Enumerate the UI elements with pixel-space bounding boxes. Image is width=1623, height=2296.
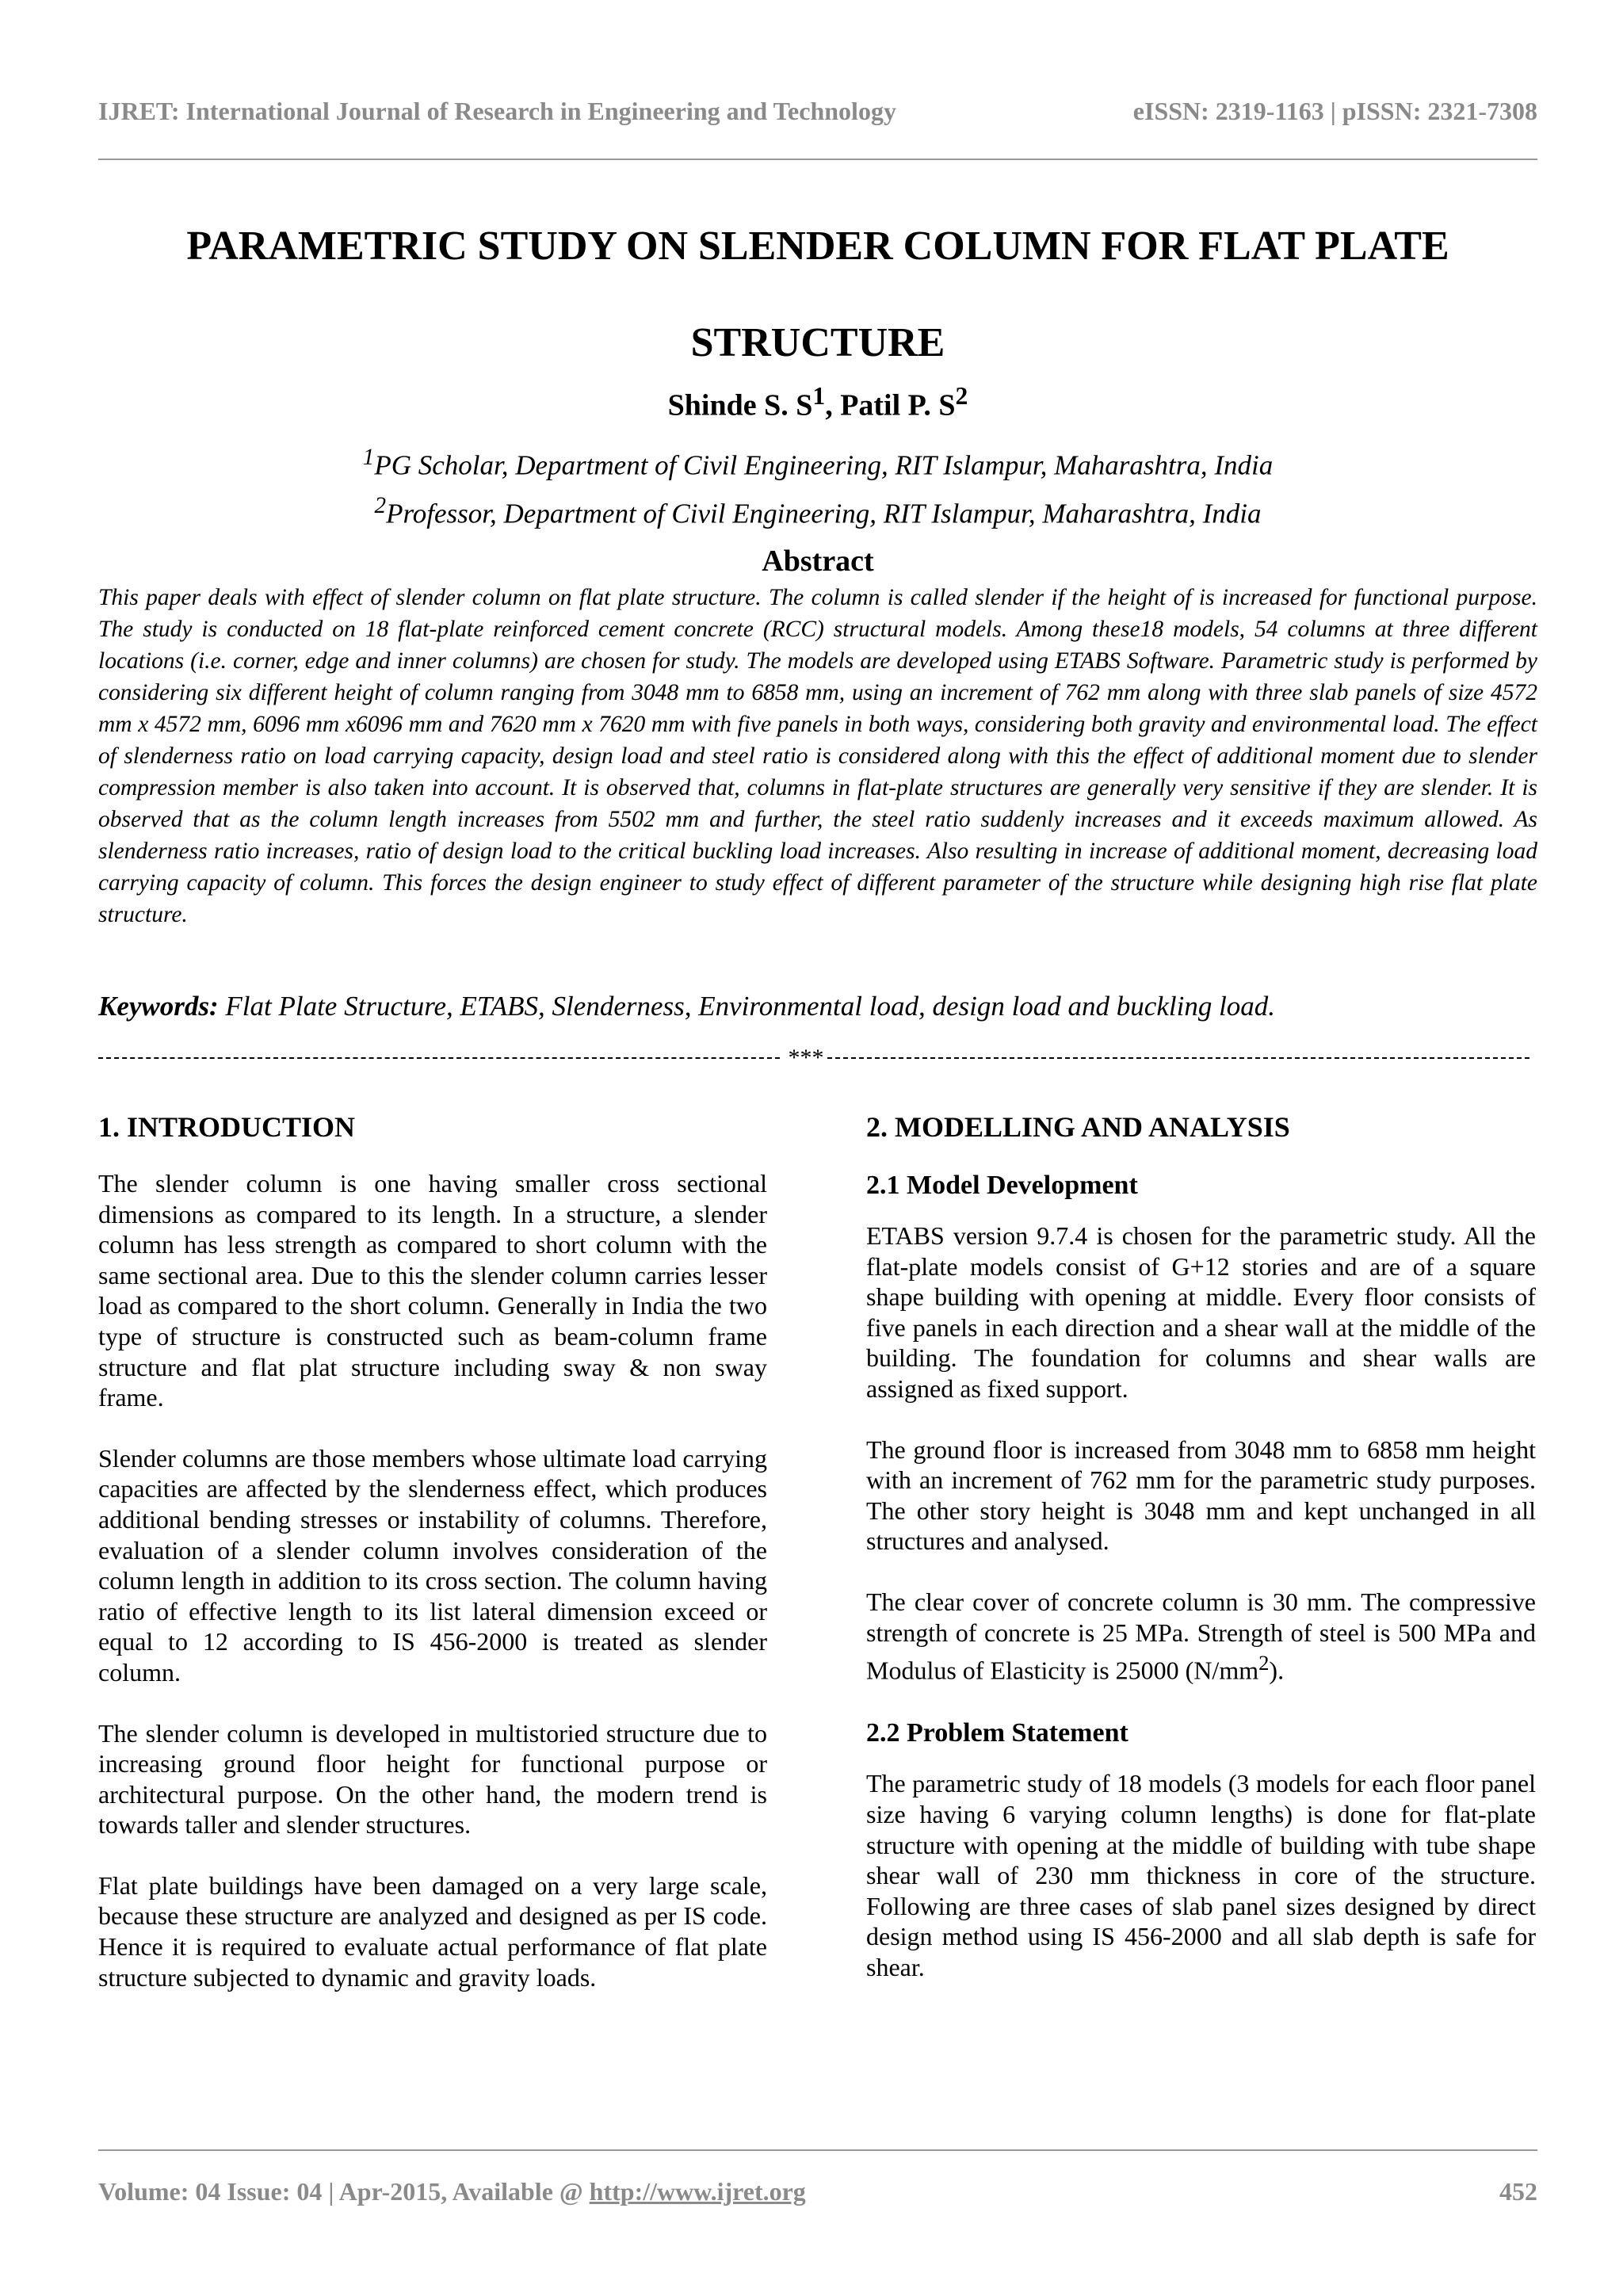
problem-paragraph: The parametric study of 18 models (3 models for each floor panel size having 6 varying column lengths) is done for flat-plate structure with opening at the middle of building with tube shape shear wall of 230 mm thickness in core of the structure. Following are three cases of slab panel sizes designed by direct design method using IS 456-2000 and all slab depth is safe for shear. bbox=[866, 1769, 1536, 1981]
keywords-label: Keywords: bbox=[98, 991, 219, 1022]
model-paragraph-3-main: The clear cover of concrete column is 30 mm. The compressive strength of concrete is 25 MPa. Strength of steel is 500 MPa and Modulus of Elasticity is 25000 (N/mm bbox=[866, 1587, 1536, 1685]
separator-dash-right bbox=[827, 1057, 1529, 1059]
keywords bbox=[98, 991, 1537, 1022]
affiliation-1 bbox=[98, 437, 1537, 486]
intro-paragraph-3: The slender column is developed in multistoried structure due to increasing ground floor height for functional purpose or architectural purpose. On the other hand, the modern trend is towards taller and slender structures. bbox=[98, 1718, 767, 1839]
title-line-1: PARAMETRIC STUDY ON SLENDER COLUMN FOR FLAT PLATE bbox=[186, 223, 1449, 269]
running-footer bbox=[98, 2177, 1537, 2206]
footer-link[interactable]: http://www.ijret.org bbox=[589, 2177, 806, 2206]
subsection-model-development: 2.1 Model Development bbox=[866, 1171, 1138, 1200]
paper-title bbox=[98, 198, 1537, 392]
left-column bbox=[98, 1110, 767, 2023]
affiliation-1-text: PG Scholar, Department of Civil Engineering, RIT Islampur, Maharashtra, India bbox=[374, 449, 1274, 481]
affiliation-1-sup: 1 bbox=[362, 445, 375, 470]
author-1-sup: 1 bbox=[812, 382, 826, 410]
title-line-2: STRUCTURE bbox=[690, 320, 945, 365]
journal-name: IJRET: International Journal of Research in Engineering and Technology bbox=[98, 97, 896, 125]
authors bbox=[98, 382, 1537, 423]
separator-dash-left bbox=[98, 1057, 780, 1059]
section-introduction-heading: 1. INTRODUCTION bbox=[98, 1111, 356, 1143]
affiliations bbox=[98, 437, 1537, 533]
separator-stars: *** bbox=[788, 1045, 824, 1071]
affiliation-2-text: Professor, Department of Civil Engineering, RIT Islampur, Maharashtra, India bbox=[386, 498, 1262, 529]
model-paragraph-1: ETABS version 9.7.4 is chosen for the parametric study. All the flat-plate models consist of G+12 stories and are of a square shape building with opening at middle. Every floor consists of five panels in each direction and a shear wall at the middle of the building. The foundation for columns and shear walls are assigned as fixed support. bbox=[866, 1221, 1536, 1403]
footer-volume-text: Volume: 04 Issue: 04 | Apr-2015, Available @ bbox=[98, 2177, 590, 2206]
author-separator: , bbox=[825, 388, 841, 422]
model-paragraph-2: The ground floor is increased from 3048 mm to 6858 mm height with an increment of 762 mm for the parametric study purposes. The other story height is 3048 mm and kept unchanged in all structures and analysed. bbox=[866, 1435, 1536, 1556]
affiliation-2 bbox=[98, 486, 1537, 534]
affiliation-2-sup: 2 bbox=[374, 492, 387, 518]
intro-paragraph-4: Flat plate buildings have been damaged on a very large scale, because these structure are analyzed and designed as per IS code. Hence it is required to evaluate actual performance of flat plate structure subjected to dynamic and gravity loads. bbox=[98, 1870, 767, 1992]
right-column bbox=[866, 1110, 1536, 2013]
section-modelling-heading: 2. MODELLING AND ANALYSIS bbox=[866, 1111, 1290, 1143]
section-separator bbox=[98, 1045, 1529, 1073]
intro-paragraph-1: The slender column is one having smaller cross sectional dimensions as compared to its length. In a structure, a slender column has less strength as compared to short column with the same sectional area. Due to this the slender column carries lesser load as compared to the short column. Generally in India the two type of structure is constructed such as beam-column frame structure and flat plat structure including sway & non sway frame. bbox=[98, 1169, 767, 1412]
author-1: Shinde S. S bbox=[667, 388, 813, 422]
model-paragraph-3-end: ). bbox=[1269, 1656, 1285, 1685]
page-number: 452 bbox=[1499, 2177, 1537, 2206]
keywords-text: Flat Plate Structure, ETABS, Slenderness, Environmental load, design load and buckling load. bbox=[218, 991, 1276, 1022]
issn: eISSN: 2319-1163 | pISSN: 2321-7308 bbox=[1132, 97, 1537, 125]
abstract-heading: Abstract bbox=[762, 544, 874, 578]
footer-rule bbox=[98, 2149, 1537, 2151]
model-paragraph-3 bbox=[866, 1587, 1536, 1686]
intro-paragraph-2: Slender columns are those members whose ultimate load carrying capacities are affected by the slenderness effect, which produces additional bending stresses or instability of columns. Therefore, evaluation of a slender column involves consideration of the column length in addition to its cross section. The column having ratio of effective length to its list lateral dimension exceed or equal to 12 according to IS 456-2000 is treated as slender column. bbox=[98, 1443, 767, 1687]
model-paragraph-3-sup: 2 bbox=[1258, 1651, 1270, 1675]
running-header bbox=[98, 97, 1537, 136]
author-2: Patil P. S bbox=[840, 388, 956, 422]
author-2-sup: 2 bbox=[955, 382, 968, 410]
header-rule bbox=[98, 159, 1537, 160]
abstract-text: This paper deals with effect of slender column on flat plate structure. The column is called slender if the height of is increased for functional purpose. The study is conducted on 18 flat-plate reinforced cement concrete (RCC) structural models. Among these18 models, 54 columns at three different locations (i.e. corner, edge and inner columns) are chosen for study. The models are developed using ETABS Software. Parametric study is performed by considering six different height of column ranging from 3048 mm to 6858 mm, using an increment of 762 mm along with three slab panels of size 4572 mm x 4572 mm, 6096 mm x6096 mm and 7620 mm x 7620 mm with five panels in both ways, considering both gravity and environmental load. The effect of slenderness ratio on load carrying capacity, design load and steel ratio is considered along with this the effect of additional moment due to slender compression member is also taken into account. It is observed that, columns in flat-plate structures are generally very sensitive if they are slender. It is observed that as the column length increases from 5502 mm and further, the steel ratio suddenly increases and it exceeds maximum allowed. As slenderness ratio increases, ratio of design load to the critical buckling load increases. Also resulting in increase of additional moment, decreasing load carrying capacity of column. This forces the design engineer to study effect of different parameter of the structure while designing high rise flat plate structure. bbox=[98, 585, 1537, 927]
subsection-problem-statement: 2.2 Problem Statement bbox=[866, 1718, 1128, 1748]
